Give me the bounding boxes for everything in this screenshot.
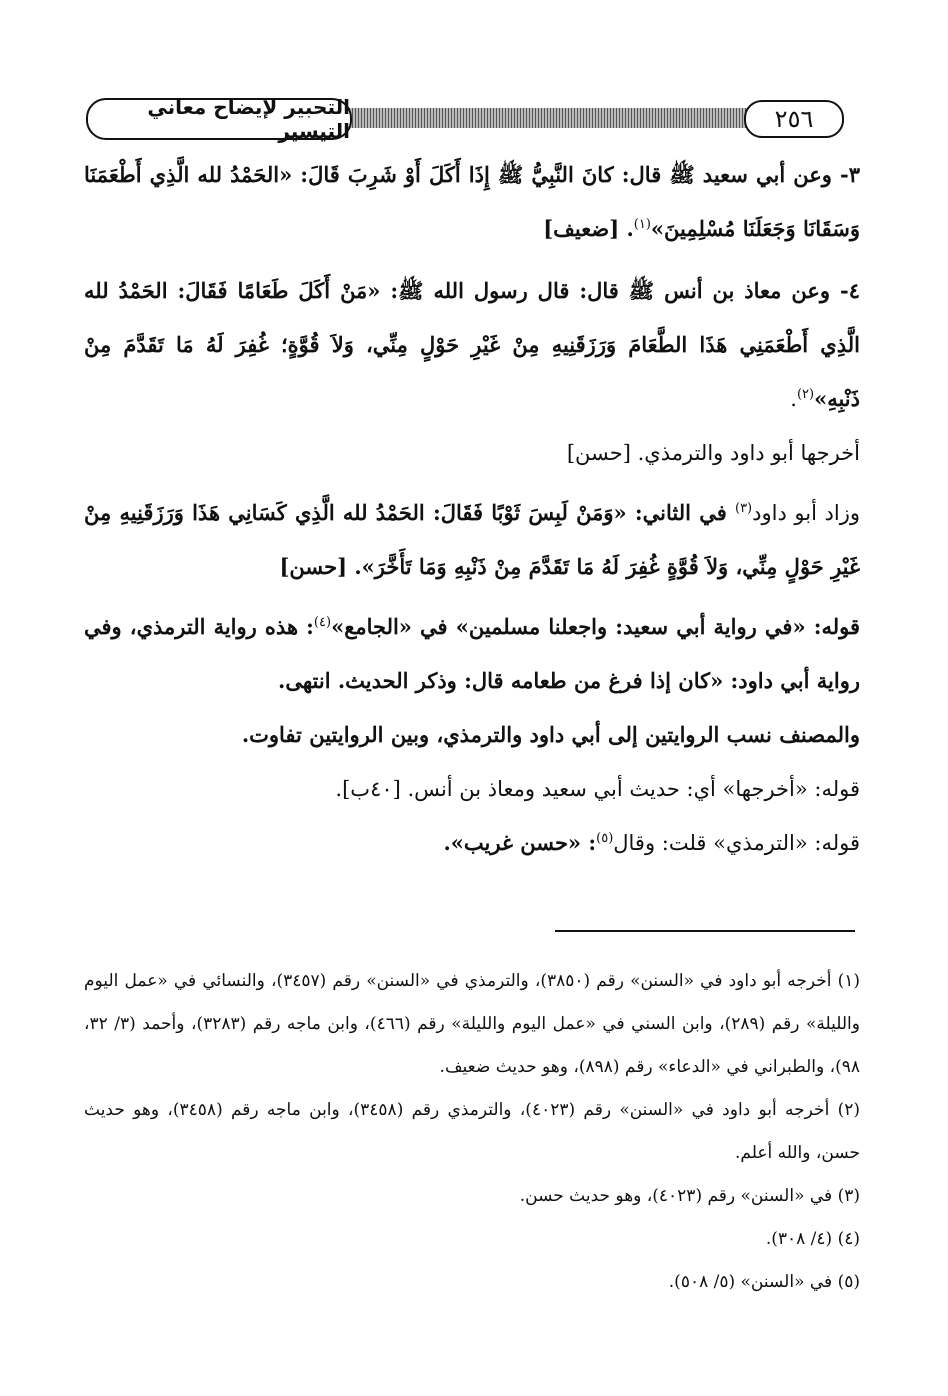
- addition-rest: في الثاني: «وَمَنْ لَبِسَ ثَوْبًا فَقَالَ: الحَمْدُ لله الَّذِي كَسَانِي هَذَا وَرَزَقَنِيهِ مِنْ غَيْرِ حَوْلٍ مِنِّي، وَلاَ قُوَّةٍ غُفِرَ لَهُ مَا تَقَدَّمَ مِنْ ذَنْبِهِ وَمَا تَأَخَّرَ». [حسن]: [84, 500, 860, 579]
- footnote-ref-2: (٢): [796, 387, 815, 402]
- footnote-ref-1: (١): [633, 217, 651, 232]
- footnotes: [84, 960, 860, 1304]
- footnote-4: (٤) (٤/ ٣٠٨).: [765, 1229, 860, 1249]
- footnote-ref-4: (٤): [313, 615, 332, 630]
- commentary-2: والمصنف نسب الروايتين إلى أبي داود والترمذي، وبين الروايتين تفاوت.: [241, 722, 860, 747]
- hadith-3-grade: . [ضعيف]: [543, 216, 634, 241]
- addition-abu-dawud: [84, 486, 860, 594]
- footnote-1: (١) أخرجه أبو داود في «السنن» رقم (٣٨٥٠)، والترمذي في «السنن» رقم (٣٤٥٧)، والنسائي في «عمل اليوم والليلة» رقم (٢٨٩)، وابن السني في «عمل اليوم والليلة» رقم (٤٦٦)، وابن ماجه رقم (٣٢٨٣)، وأحمد (٣/ ٣٢، ٩٨)، والطبراني في «الدعاء» رقم (٨٩٨)، وهو حديث ضعيف.: [84, 971, 861, 1077]
- footnote-separator: [555, 930, 855, 932]
- commentary-4: [84, 816, 860, 870]
- footnote-3: (٣) في «السنن» رقم (٤٠٢٣)، وهو حديث حسن.: [519, 1186, 860, 1206]
- running-title: التحبير لإيضاح معاني التيسير: [86, 98, 352, 140]
- commentary-4-start: قوله: «الترمذي» قلت: وقال: [613, 831, 860, 855]
- hadith-4-end: .: [790, 387, 797, 411]
- commentary-3: قوله: «أخرجها» أي: حديث أبي سعيد ومعاذ بن أنس. [٤٠ب].: [335, 777, 860, 801]
- commentary-1-rest: : هذه رواية الترمذي، وفي رواية أبي داود: «كان إذا فرغ من طعامه قال: وذكر الحديث. انتهى.: [84, 614, 860, 693]
- page-header: [80, 96, 848, 142]
- main-text: [84, 148, 860, 870]
- hadith-4-source: أخرجها أبو داود والترمذي. [حسن]: [566, 441, 860, 465]
- commentary-1-start: قوله: «في رواية أبي سعيد: واجعلنا مسلمين» في «الجامع»: [331, 614, 860, 639]
- addition-start: وزاد أبو داود: [752, 501, 860, 525]
- footnote-5: (٥) في «السنن» (٥/ ٥٠٨).: [668, 1272, 860, 1292]
- footnote-ref-3: (٣): [734, 501, 753, 516]
- hadith-4-text: ٤- وعن معاذ بن أنس ﷺ قال: قال رسول الله ﷺ: «مَنْ أَكَلَ طَعَامًا فَقَالَ: الحَمْدُ لله الَّذِي أَطْعَمَنِي هَذَا الطَّعَامَ وَرَزَقَنِيهِ مِنْ غَيْرِ حَوْلٍ مِنِّي، وَلاَ قُوَّةٍ؛ غُفِرَ لَهُ مَا تَقَدَّمَ مِنْ ذَنْبِهِ»: [84, 278, 860, 411]
- hadith-4: [84, 264, 860, 426]
- hadith-3: [84, 148, 860, 256]
- commentary-1: [84, 600, 860, 708]
- footnote-2: (٢) أخرجه أبو داود في «السنن» رقم (٤٠٢٣)، والترمذي رقم (٣٤٥٨)، وابن ماجه رقم (٣٤٥٨)، وهو حديث حسن، والله أعلم.: [84, 1100, 861, 1163]
- hadith-3-text: ٣- وعن أبي سعيد ﷺ قال: كانَ النَّبِيُّ ﷺ إِذَا أَكَلَ أَوْ شَرِبَ قَالَ: «الحَمْدُ لله الَّذِي أَطْعَمَنَا وَسَقَانَا وَجَعَلَنَا مُسْلِمِينَ»: [84, 162, 860, 241]
- page-number: ٢٥٦: [744, 100, 844, 138]
- commentary-4-rest: : «حسن غريب».: [443, 830, 597, 855]
- footnote-ref-5: (٥): [596, 831, 614, 846]
